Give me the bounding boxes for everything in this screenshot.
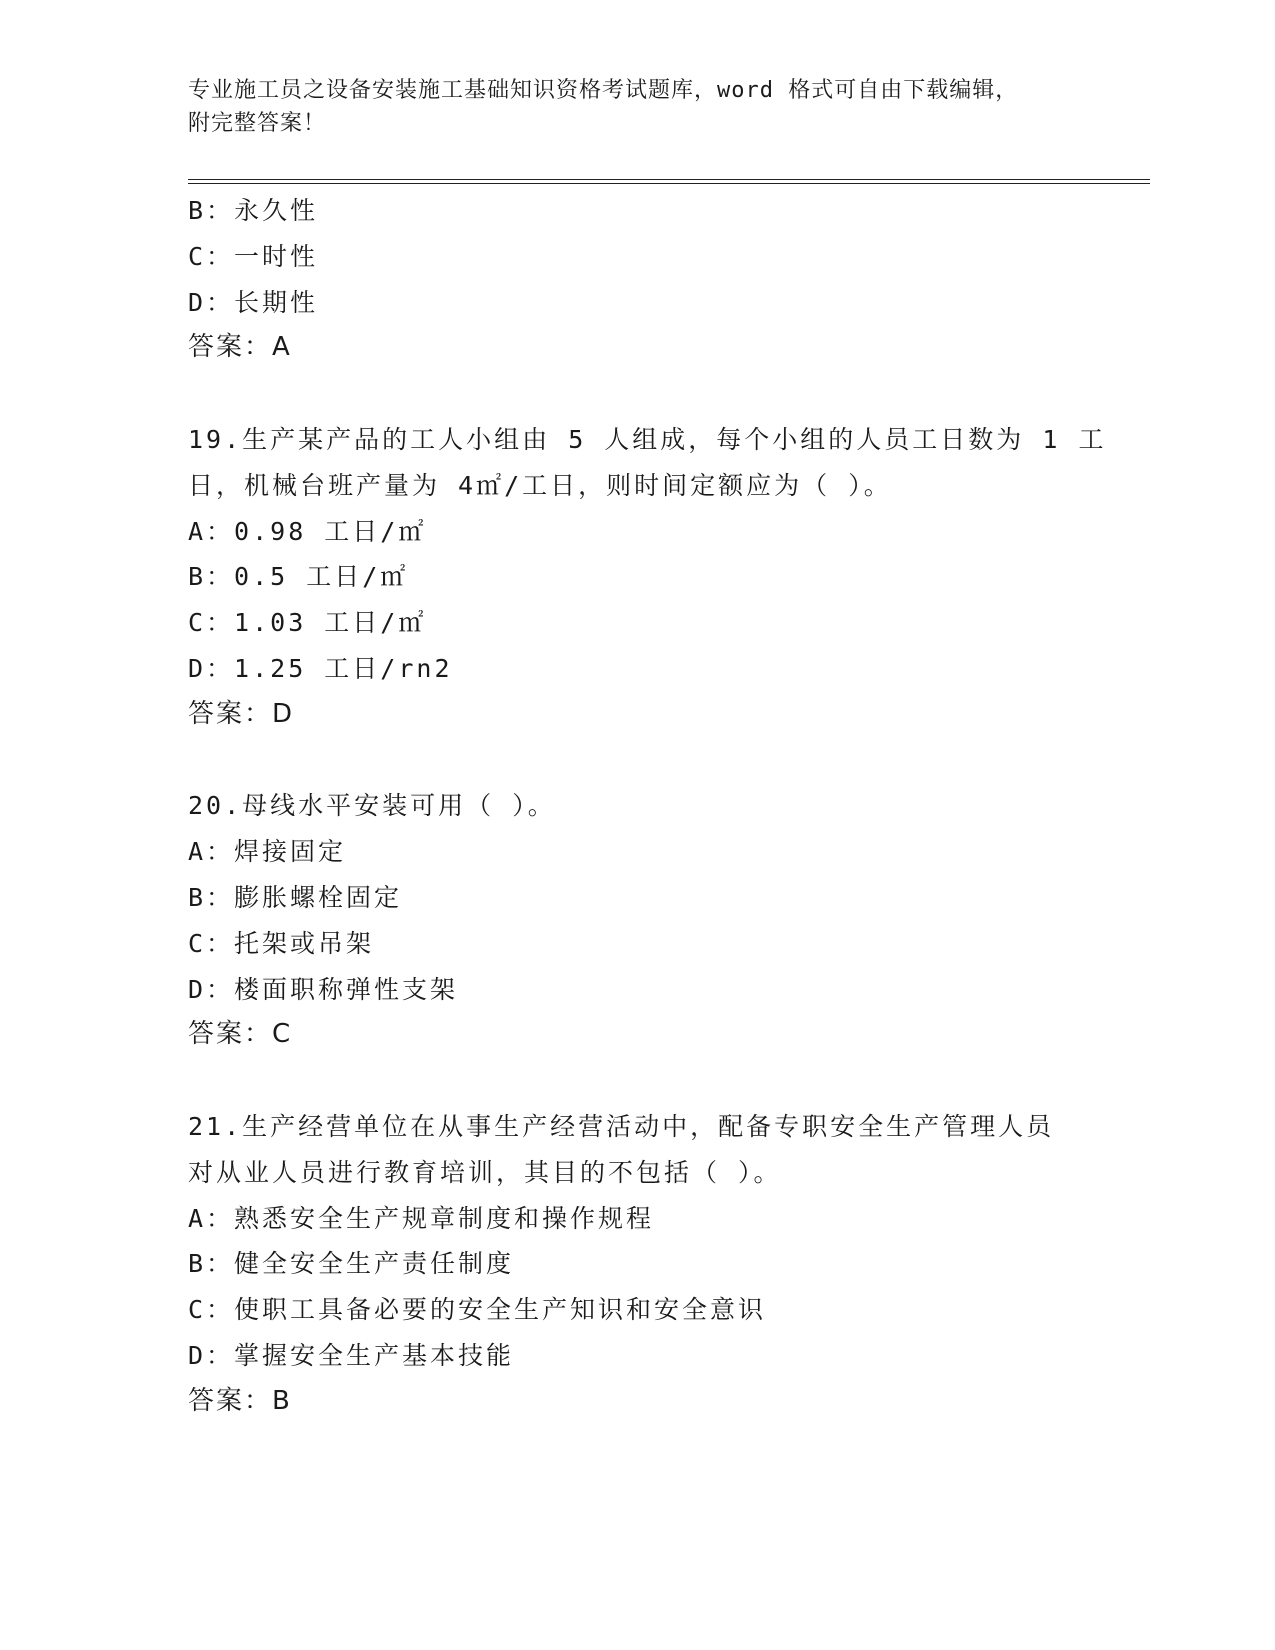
answer: 答案：D [188,698,295,729]
option-c: C：一时性 [188,241,319,271]
option-d: D：长期性 [188,287,319,317]
question-stem-line: 20.母线水平安装可用（ ）。 [188,791,556,821]
option-c: C：托架或吊架 [188,928,375,958]
question-list [188,188,1107,1425]
header-divider [188,179,1150,184]
answer: 答案：A [188,332,292,363]
option-d: D：掌握安全生产基本技能 [188,1340,515,1370]
question-stem-line: 日，机械台班产量为 4㎡/工日，则时间定额应为（ ）。 [188,470,892,500]
option-b: B：健全安全生产责任制度 [188,1249,515,1279]
question-20 [188,783,1088,1058]
question-21 [188,1104,1088,1425]
question-stem-line: 21.生产经营单位在从事生产经营活动中，配备专职安全生产管理人员 [188,1111,1055,1141]
question-19 [188,417,1107,738]
question-18-tail [188,188,1088,371]
option-c: C：使职工具备必要的安全生产知识和安全意识 [188,1295,767,1325]
answer: 答案：C [188,1019,293,1050]
option-b: B：0.5 工日/㎡ [188,562,409,592]
header-line-1: 专业施工员之设备安装施工基础知识资格考试题库，word 格式可自由下载编辑， [188,78,1019,103]
option-d: D：1.25 工日/rn2 [188,653,453,683]
option-d: D：楼面职称弹性支架 [188,974,459,1004]
question-stem-line: 对从业人员进行教育培训，其目的不包括（ ）。 [188,1157,782,1187]
question-spacer [188,738,1088,784]
option-a: A：焊接固定 [188,837,347,867]
header-line-2: 附完整答案！ [188,111,327,136]
option-b: B：永久性 [188,196,319,225]
option-a: A：0.98 工日/㎡ [188,516,427,546]
question-stem-line: 19.生产某产品的工人小组由 5 人组成，每个小组的人员工日数为 1 工 [188,424,1107,454]
document-header [188,74,1088,140]
option-c: C：1.03 工日/㎡ [188,608,427,638]
option-b: B：膨胀螺栓固定 [188,882,403,912]
answer: 答案：B [188,1385,292,1416]
question-spacer [188,1058,1088,1104]
question-spacer [188,371,1088,417]
option-a: A：熟悉安全生产规章制度和操作规程 [188,1203,655,1233]
